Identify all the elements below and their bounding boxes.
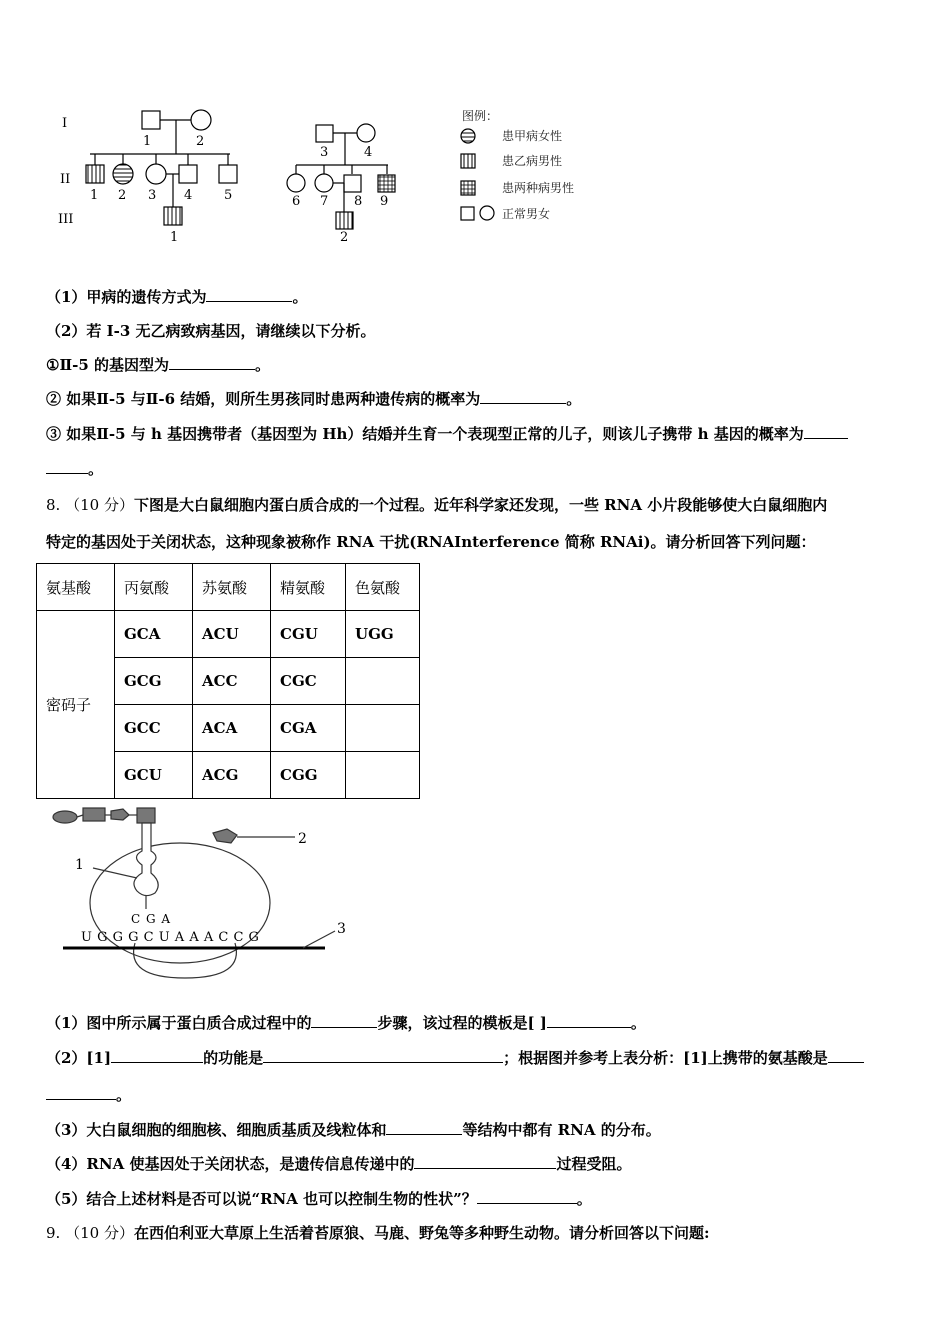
q8-part1: （1）图中所示属于蛋白质合成过程中的 步骤，该过程的模板是[ ] 。 [46, 1014, 646, 1032]
table-header: 精氨酸 [271, 564, 346, 611]
II2-affected-female-a [113, 164, 133, 184]
codon-table [36, 563, 420, 799]
id-II3: 3 [148, 188, 157, 203]
q8-number: 8. [46, 496, 61, 514]
id-II1: 1 [90, 188, 99, 203]
legend-item-2: 患乙病男性 [502, 154, 563, 168]
table-cell: GCC [115, 705, 193, 752]
row-label: 密码子 [37, 611, 115, 799]
anticodon: C G A [131, 912, 172, 926]
id-I2: 2 [196, 134, 205, 149]
legend-icon-normal-female [480, 206, 494, 220]
table-cell: CGA [271, 705, 346, 752]
id-II9: 9 [380, 194, 389, 209]
amino-acid-3 [111, 809, 129, 820]
q7-sub3: ③ 如果Ⅱ-5 与 h 基因携带者（基因型为 Hh）结婚并生育一个表现型正常的儿子，则该儿子携带 h 基因的概率为 [46, 424, 848, 444]
table-header: 氨基酸 [37, 564, 115, 611]
q7-part1: （1）甲病的遗传方式为 。 [46, 288, 308, 306]
free-amino-acid-2 [213, 829, 237, 843]
q9-score: （10 分） [65, 1224, 134, 1242]
II1-affected-male-b [86, 165, 104, 183]
id-II2: 2 [118, 188, 127, 203]
q8-part4-blank[interactable] [414, 1154, 556, 1169]
q7-sub1-blank[interactable] [169, 355, 255, 370]
table-cell [346, 705, 420, 752]
II8-normal-male [344, 175, 361, 192]
I1-normal-male [142, 111, 160, 129]
q8-part3-blank[interactable] [386, 1120, 462, 1135]
q8-part3: （3）大白鼠细胞的细胞核、细胞质基质及线粒体和 等结构中都有 RNA 的分布。 [46, 1121, 661, 1139]
gen-label-3: III [58, 212, 74, 227]
table-header: 色氨酸 [346, 564, 420, 611]
q9-number: 9. [46, 1224, 61, 1242]
legend-title: 图例： [462, 109, 499, 123]
q7-sub3-cont: 。 [46, 459, 103, 479]
q8-part2-blank-c-cont[interactable] [46, 1085, 116, 1100]
translation-figure [45, 803, 365, 983]
table-cell: CGC [271, 658, 346, 705]
id-I4: 4 [364, 145, 373, 160]
legend-icon-normal-male [461, 207, 474, 220]
id-I1: 1 [143, 134, 152, 149]
II9-affected-male-both [378, 175, 395, 192]
II5-normal-male [219, 165, 237, 183]
III1-affected-male-b [164, 207, 182, 225]
q8-part4: （4）RNA 使基因处于关闭状态，是遗传信息传递中的 过程受阻。 [46, 1155, 632, 1173]
q8-intro-line1: 8. （10 分）下图是大白鼠细胞内蛋白质合成的一个过程。近年科学家还发现，一些 RNA 小片段能够使大白鼠细胞内 [46, 496, 828, 514]
legend-item-1: 患甲病女性 [502, 129, 563, 143]
table-header: 苏氨酸 [193, 564, 271, 611]
label-2: 2 [298, 831, 307, 847]
q8-part2-cont: 。 [46, 1085, 131, 1105]
label-3: 3 [337, 921, 346, 937]
table-cell: ACU [193, 611, 271, 658]
table-cell: ACC [193, 658, 271, 705]
q7-sub3-blank[interactable] [804, 424, 848, 439]
id-II8: 8 [354, 194, 363, 209]
legend-icon-affected-male-b [461, 154, 475, 168]
id-II5: 5 [224, 188, 233, 203]
q8-score: （10 分） [65, 496, 134, 514]
table-cell [346, 658, 420, 705]
table-cell: CGU [271, 611, 346, 658]
q8-part1-blank-a[interactable] [311, 1013, 377, 1028]
mrna-sequence: U G G G C U A A A C C G [81, 930, 260, 945]
q8-part2: （2）[1] 的功能是 ；根据图并参考上表分析：[1]上携带的氨基酸是 [46, 1048, 864, 1068]
gen-label-2: II [60, 172, 71, 187]
legend-icon-affected-female-a [461, 129, 475, 143]
q7-sub2-blank[interactable] [480, 389, 566, 404]
id-I3: 3 [320, 145, 329, 160]
q8-part5: （5）结合上述材料是否可以说“RNA 也可以控制生物的性状”？ 。 [46, 1190, 592, 1208]
I4-normal-female [357, 124, 375, 142]
id-III1: 1 [170, 230, 179, 245]
table-cell [346, 752, 420, 799]
id-II6: 6 [292, 194, 301, 209]
q8-part5-blank[interactable] [477, 1189, 577, 1204]
pedigree-figure [50, 95, 610, 255]
table-cell: GCU [115, 752, 193, 799]
II6-normal-female [287, 174, 305, 192]
table-cell: GCG [115, 658, 193, 705]
III2-affected-male-b [336, 212, 353, 229]
table-header: 丙氨酸 [115, 564, 193, 611]
gen-label-1: I [62, 116, 68, 131]
q8-part2-blank-b[interactable] [263, 1048, 503, 1063]
q8-intro-line2: 特定的基因处于关闭状态，这种现象被称作 RNA 干扰(RNAInterference 简称 RNAi)。请分析回答下列问题： [46, 533, 816, 551]
q7-sub2: ② 如果Ⅱ-5 与Ⅱ-6 结婚，则所生男孩同时患两种遗传病的概率为 。 [46, 390, 582, 408]
label-1: 1 [75, 857, 84, 873]
trna [134, 823, 158, 896]
table-cell: ACA [193, 705, 271, 752]
legend-item-4: 正常男女 [502, 207, 551, 221]
table-cell: GCA [115, 611, 193, 658]
II3-normal-female [146, 164, 166, 184]
legend-item-3: 患两种病男性 [502, 181, 575, 195]
q8-part2-blank-c[interactable] [828, 1048, 864, 1063]
q7-sub3-blank-cont[interactable] [46, 459, 88, 474]
I3-normal-male [316, 125, 333, 142]
II4-normal-male [179, 165, 197, 183]
I2-normal-female [191, 110, 211, 130]
id-II7: 7 [320, 194, 329, 209]
id-II4: 4 [184, 188, 193, 203]
II7-normal-female [315, 174, 333, 192]
q8-part1-blank-b[interactable] [547, 1013, 631, 1028]
q7-sub1: ①Ⅱ-5 的基因型为 。 [46, 356, 270, 374]
q7-part1-blank[interactable] [206, 287, 292, 302]
amino-acid-4 [137, 808, 155, 823]
ribosome-large-subunit [90, 843, 270, 963]
q7-part2: （2）若 I-3 无乙病致病基因，请继续以下分析。 [46, 322, 376, 340]
amino-acid-2 [83, 808, 105, 821]
table-row [37, 611, 420, 658]
table-cell: ACG [193, 752, 271, 799]
id-III2: 2 [340, 230, 349, 245]
table-cell: UGG [346, 611, 420, 658]
q8-part2-blank-a[interactable] [111, 1048, 203, 1063]
q9-intro: 9. （10 分）在西伯利亚大草原上生活着苔原狼、马鹿、野兔等多种野生动物。请分析回答以下问题: [46, 1224, 710, 1242]
amino-acid-1 [53, 811, 77, 823]
table-cell: CGG [271, 752, 346, 799]
legend-icon-affected-male-both [461, 181, 475, 195]
